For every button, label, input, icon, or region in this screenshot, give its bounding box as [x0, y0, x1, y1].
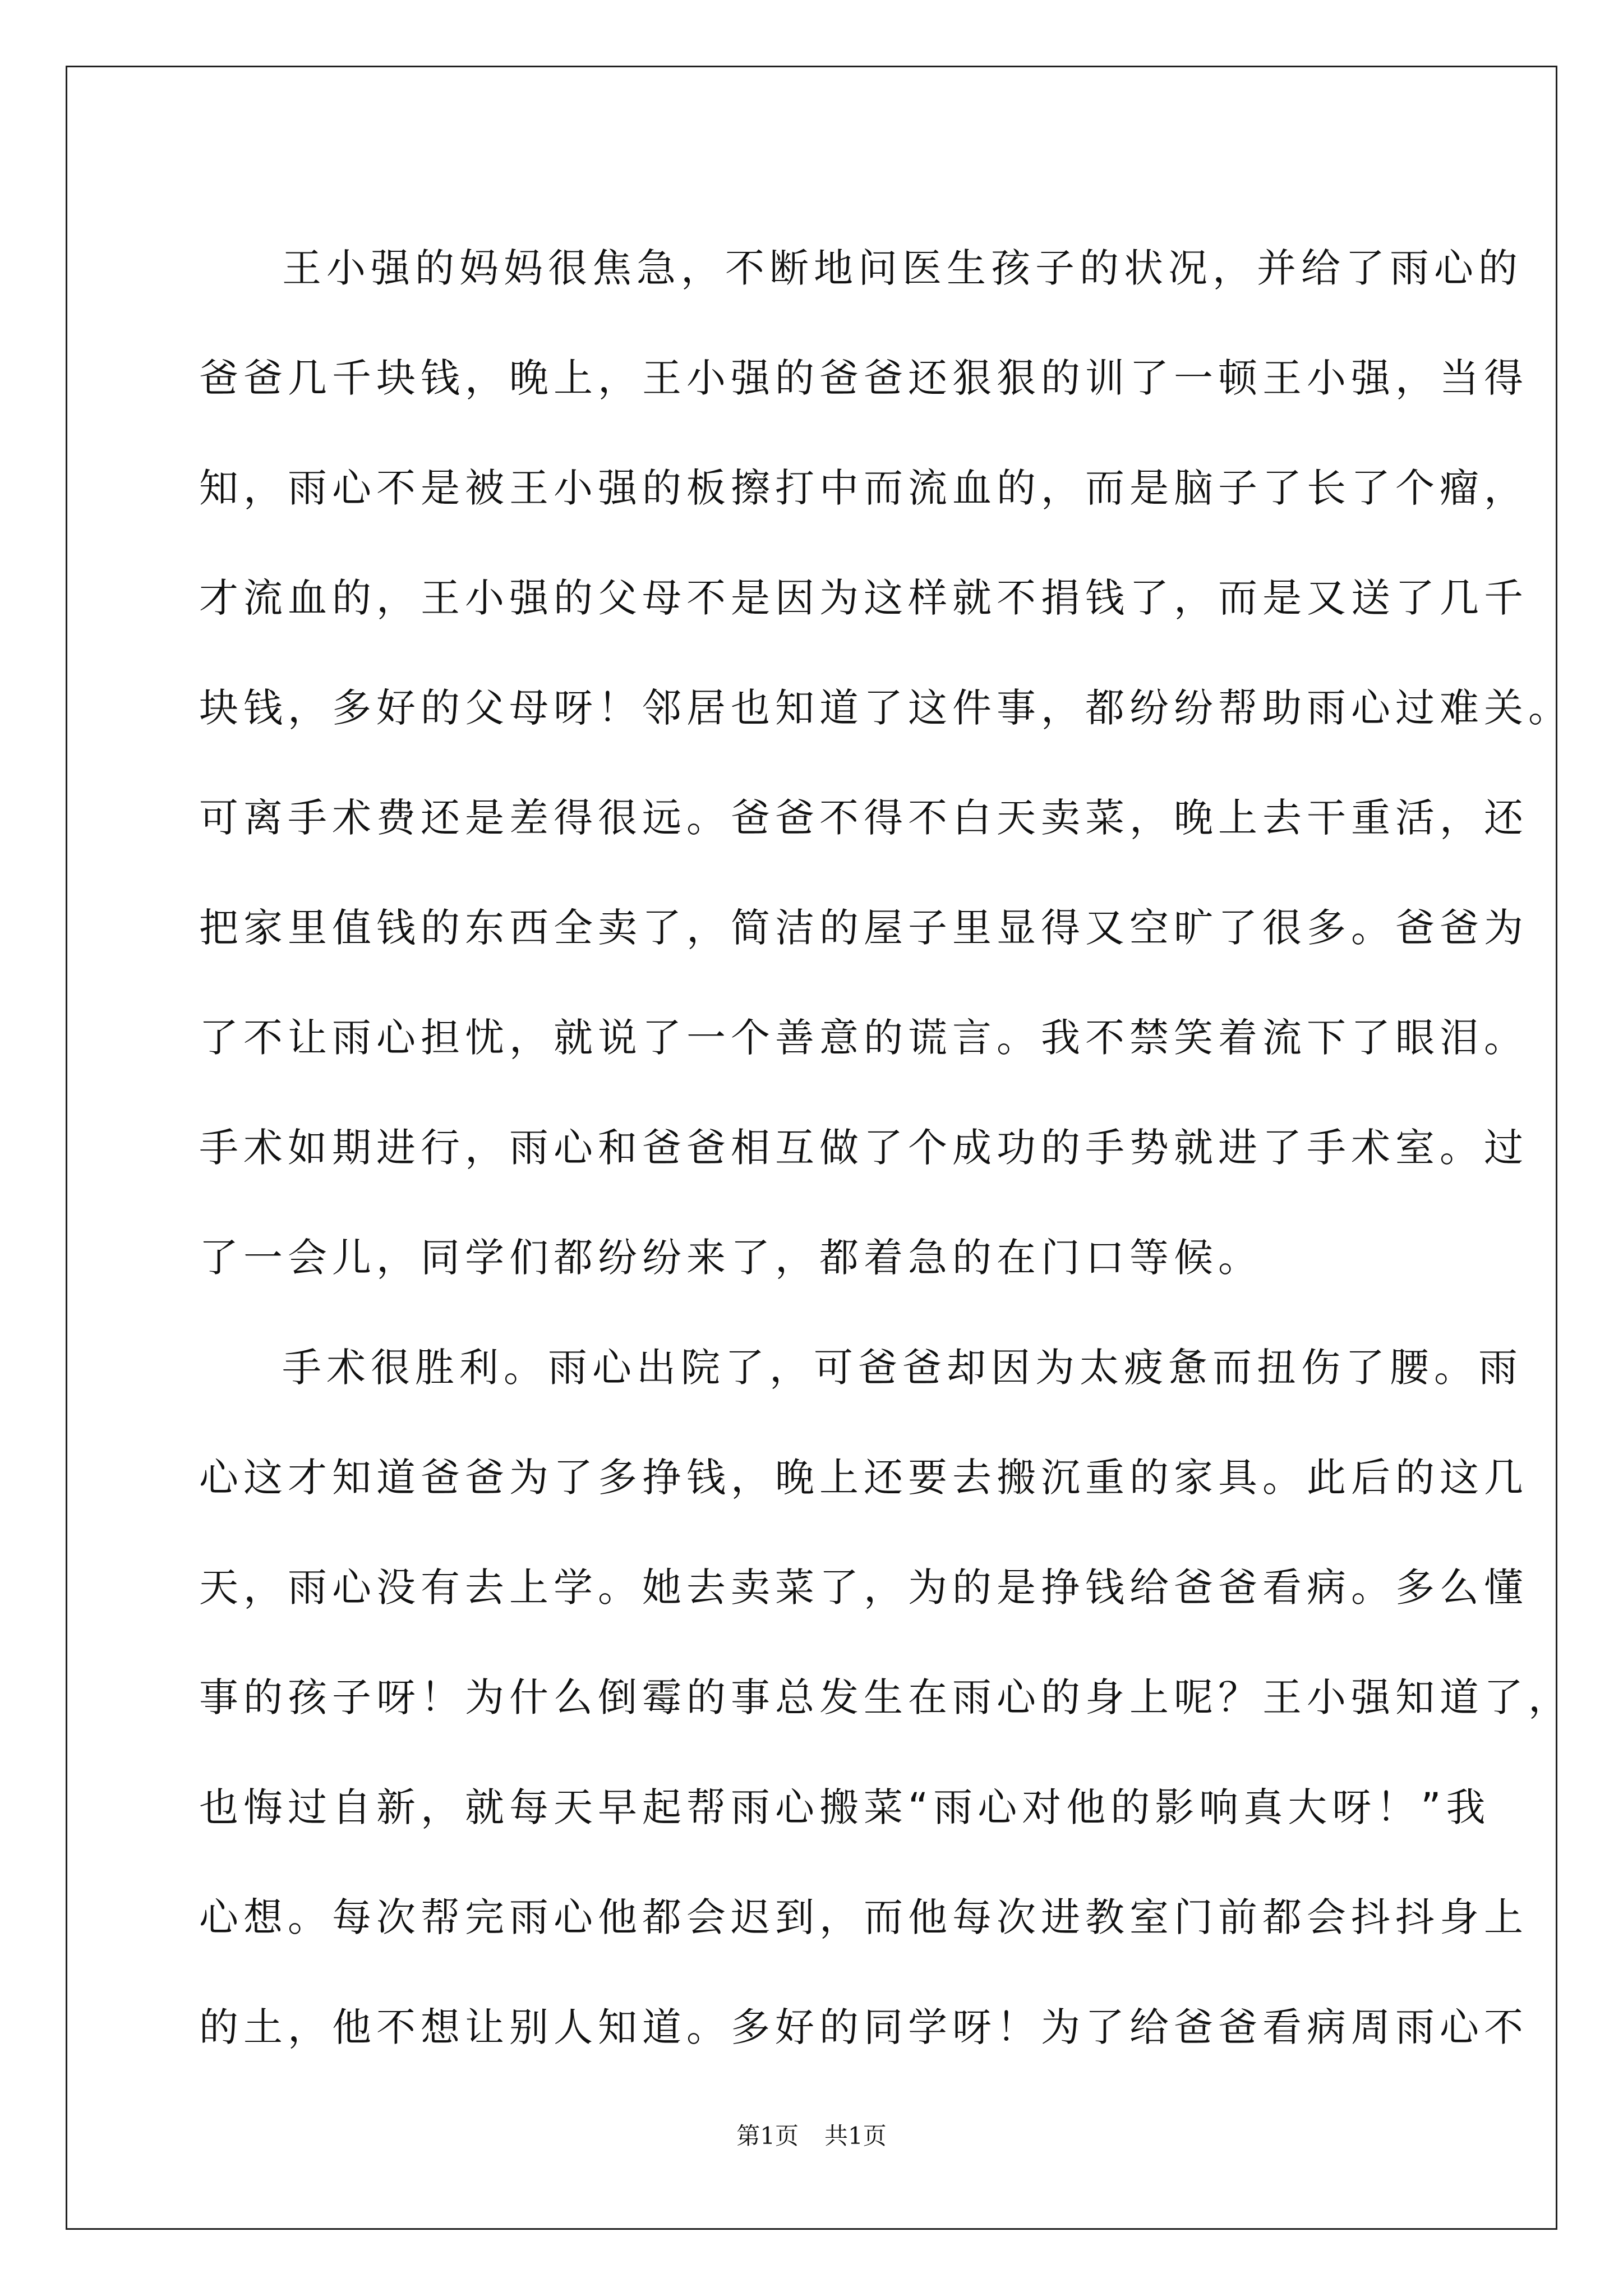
paragraph-line: 了不让雨心担忧，就说了一个善意的谎言。我不禁笑着流下了眼泪。 — [199, 1015, 1528, 1061]
paragraph-line: 手术很胜利。雨心出院了，可爸爸却因为太疲惫而扭伤了腰。雨 — [282, 1345, 1523, 1391]
paragraph-line: 心这才知道爸爸为了多挣钱，晚上还要去搬沉重的家具。此后的这几 — [199, 1455, 1528, 1501]
paragraph-line: 天，雨心没有去上学。她去卖菜了，为的是挣钱给爸爸看病。多么懂 — [199, 1565, 1528, 1611]
paragraph-line: 事的孩子呀！为什么倒霉的事总发生在雨心的身上呢？王小强知道了， — [199, 1674, 1573, 1720]
document-body — [199, 213, 1573, 2082]
paragraph-line: 才流血的，王小强的父母不是因为这样就不捐钱了，而是又送了几千 — [199, 575, 1528, 621]
paragraph-line: 的土，他不想让别人知道。多好的同学呀！为了给爸爸看病周雨心不 — [199, 2004, 1528, 2050]
paragraph-line: 手术如期进行，雨心和爸爸相互做了个成功的手势就进了手术室。过 — [199, 1125, 1528, 1171]
paragraph-line: 心想。每次帮完雨心他都会迟到，而他每次进教室门前都会抖抖身上 — [199, 1894, 1528, 1940]
paragraph-line: 了一会儿，同学们都纷纷来了，都着急的在门口等候。 — [199, 1235, 1262, 1281]
paragraph-line: 王小强的妈妈很焦急，不断地问医生孩子的状况，并给了雨心的 — [282, 245, 1523, 291]
paragraph-line: 爸爸几千块钱，晚上，王小强的爸爸还狠狠的训了一顿王小强，当得 — [199, 355, 1528, 401]
paragraph-line: 也悔过自新，就每天早起帮雨心搬菜“雨心对他的影响真大呀！”我 — [199, 1784, 1491, 1830]
page-total: 共1页 — [824, 2122, 887, 2150]
page-number: 第1页 — [736, 2122, 799, 2150]
paragraph-line: 把家里值钱的东西全卖了，简洁的屋子里显得又空旷了很多。爸爸为 — [199, 905, 1528, 951]
page-footer — [0, 2118, 1623, 2151]
paragraph-line: 块钱，多好的父母呀！邻居也知道了这件事，都纷纷帮助雨心过难关。 — [199, 685, 1573, 731]
paragraph-line: 知，雨心不是被王小强的板擦打中而流血的，而是脑子了长了个瘤， — [199, 465, 1528, 511]
paragraph-line: 可离手术费还是差得很远。爸爸不得不白天卖菜，晚上去干重活，还 — [199, 795, 1528, 841]
